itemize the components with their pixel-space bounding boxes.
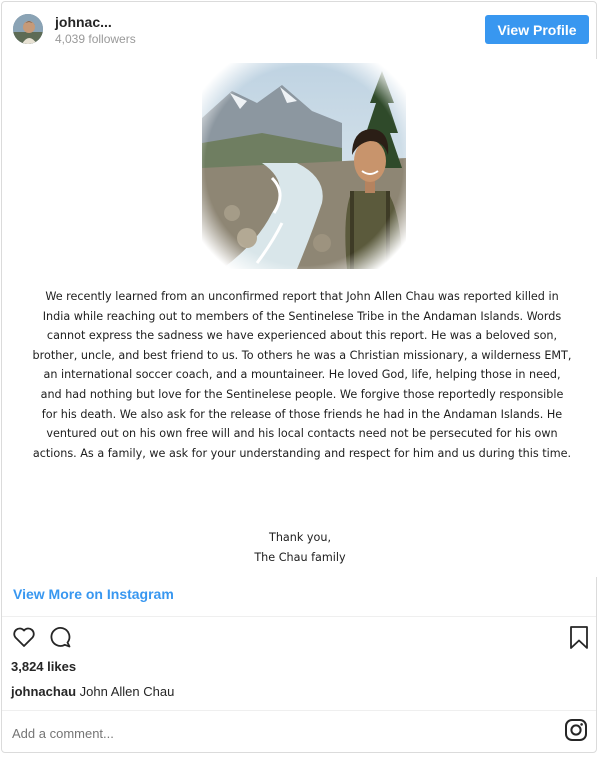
avatar-image <box>13 14 43 44</box>
caption-username[interactable]: johnachau <box>11 684 77 699</box>
heart-icon[interactable] <box>11 624 37 650</box>
mountain-river-photo <box>202 63 406 269</box>
signoff-line-2: The Chau family <box>254 551 346 564</box>
view-profile-button[interactable]: View Profile <box>485 15 589 44</box>
follower-count: 4,039 followers <box>55 32 136 46</box>
instagram-icon[interactable] <box>564 718 588 742</box>
signoff-line-1: Thank you, <box>268 531 332 544</box>
bookmark-icon[interactable] <box>566 624 592 650</box>
avatar[interactable] <box>13 14 43 44</box>
post-header <box>2 2 596 58</box>
divider <box>2 710 596 711</box>
view-more-link[interactable]: View More on Instagram <box>13 586 174 602</box>
like-count[interactable]: 3,824 likes <box>11 659 77 674</box>
instagram-embed-card <box>1 1 597 753</box>
post-caption <box>11 684 174 699</box>
caption-text: John Allen Chau <box>79 684 175 699</box>
post-message: We recently learned from an unconfirmed report that John Allen Chau was reported killed in India while reaching out to members of the Sentinelese Tribe in the Andaman Islands. Words cannot express the sadness we have experienced about this report. He was a beloved son, brother, uncle, and best friend to us. To others he was a Christian missionary, a wilderness EMT, an international soccer coach, and a mountaineer. He loved God, life, helping those in need, and had nothing but love for the Sentinelese people. We forgive those reportedly responsible for his death. We also ask for the release of those friends he had in the Andaman Islands. He ventured out on his own free will and his local contacts need not be persecuted for his own actions. As a family, we ask for your understanding and respect for him and us during this time. <box>32 290 572 460</box>
post-image[interactable] <box>2 59 598 577</box>
comment-input[interactable] <box>12 723 532 743</box>
profile-username[interactable]: johnac... <box>55 14 112 30</box>
comment-icon[interactable] <box>47 624 73 650</box>
post-signoff <box>2 528 598 568</box>
divider <box>2 616 596 617</box>
